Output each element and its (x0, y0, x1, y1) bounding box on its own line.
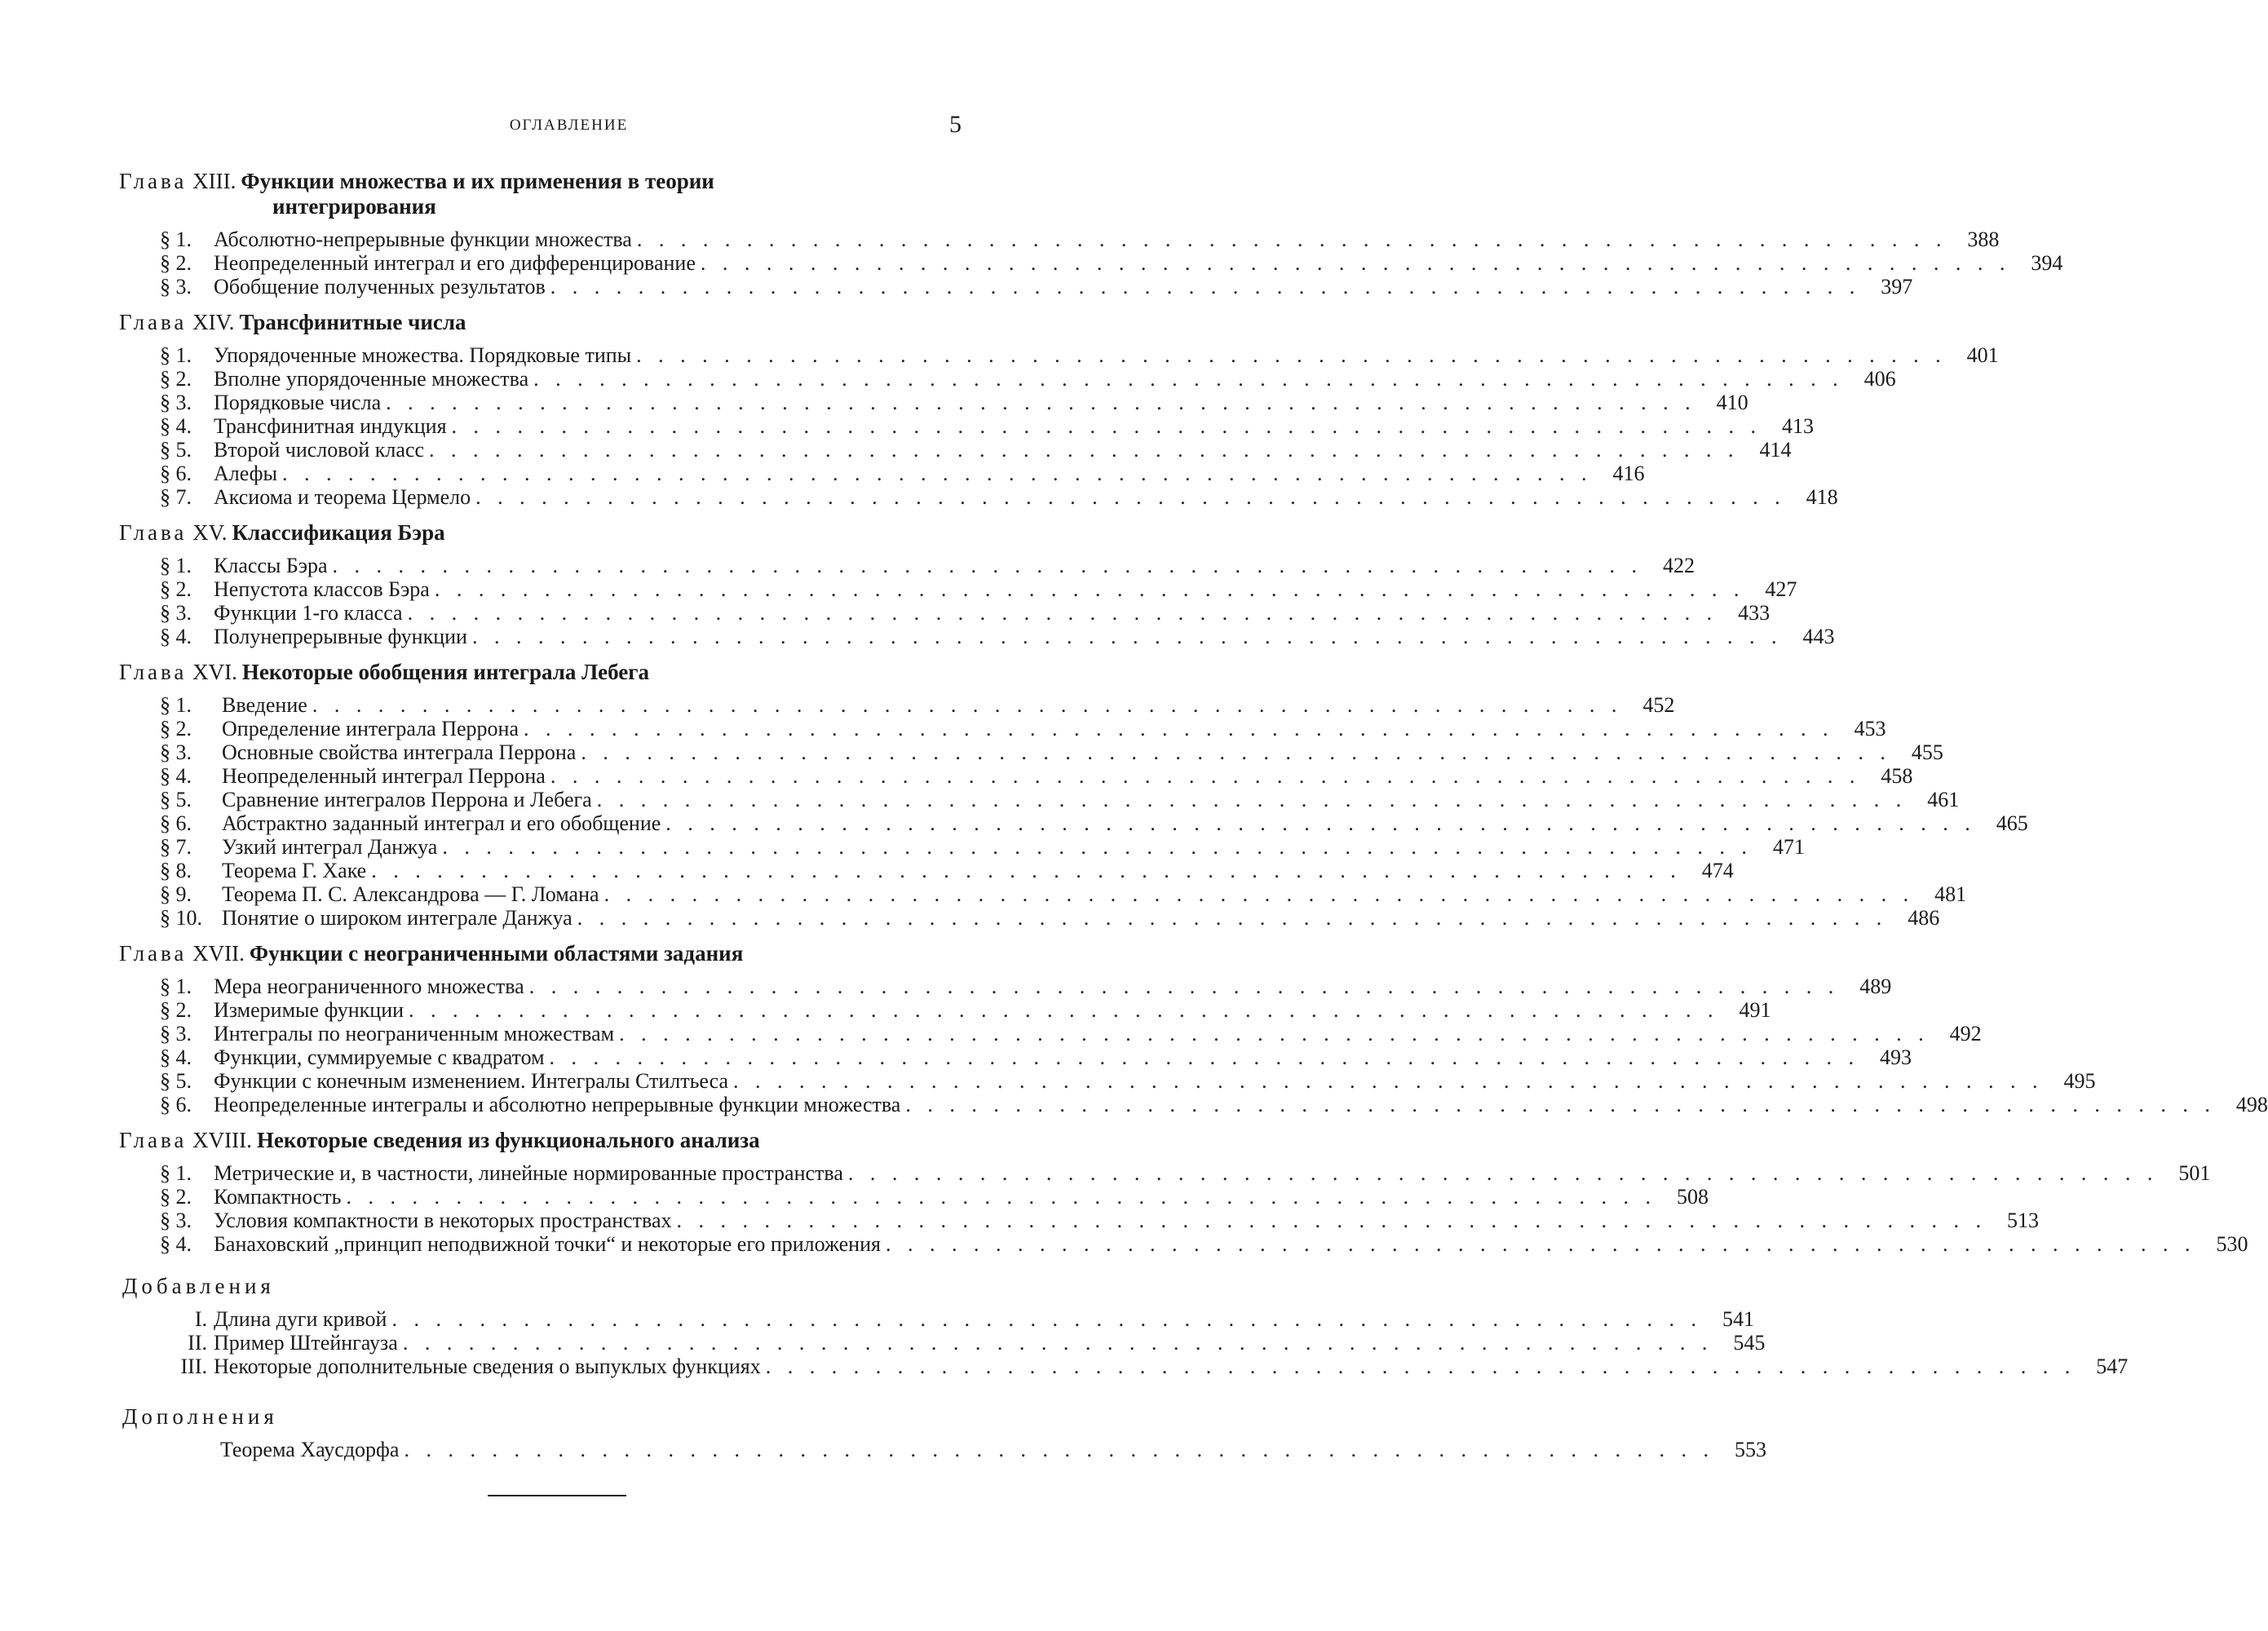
section-title: Аксиома и теорема Цермело (214, 485, 471, 509)
section-number: § 4. (160, 1232, 192, 1256)
section-title: Метрические и, в частности, линейные нормированные пространства (214, 1161, 843, 1185)
leader-dots: . . . . . . . . . . . . . . . . . . . . . . . . . . . . . . . . . . . . . . . . . . . . . . . . . . . . . . . . . . . . (471, 625, 1783, 648)
section-number: § 3. (160, 275, 192, 298)
leader-dots: . . . . . . . . . . . . . . . . . . . . . . . . . . . . . . . . . . . . . . . . . . . . . . . . . . . . . . . . . . . . (577, 906, 1888, 930)
page-ref: 453 (1854, 717, 1886, 740)
leader-dots: . . . . . . . . . . . . . . . . . . . . . . . . . . . . . . . . . . . . . . . . . . . . . . . . . . . . . . . . . . . . (346, 1185, 1656, 1209)
toc-entry[interactable] (160, 228, 2000, 251)
section-number: § 1. (160, 228, 192, 251)
page-ref: 406 (1863, 367, 1896, 391)
page-ref: 443 (1802, 625, 1835, 648)
toc-entry[interactable] (160, 485, 1838, 509)
chapter-title: Функции множества и их применения в теории (241, 169, 714, 193)
chapter-number: XIV. (192, 310, 235, 334)
leader-dots: . . . . . . . . . . . . . . . . . . . . . . . . . . . . . . . . . . . . . . . . . . . . . . . . . . . . . . . . . . . . (402, 1331, 1713, 1355)
section-title: Интегралы по неограниченным множествам (214, 1022, 615, 1045)
page-ref: 471 (1772, 835, 1805, 859)
toc-entry[interactable] (160, 882, 1967, 906)
section-number: § 2. (160, 1185, 192, 1209)
page-ref: 410 (1716, 391, 1749, 414)
toc-entry[interactable] (160, 975, 1892, 998)
toc-entry[interactable] (160, 740, 1943, 764)
page-ref: 433 (1738, 601, 1771, 625)
leader-dots: . . . . . . . . . . . . . . . . . . . . . . . . . . . . . . . . . . . . . . . . . . . . . . . . . . . . . . . . . . . . (434, 577, 1745, 601)
chapter-heading (119, 169, 984, 219)
chapter-heading (119, 941, 984, 966)
page-ref: 414 (1759, 438, 1792, 462)
page-ref: 547 (2096, 1355, 2129, 1378)
section-number: § 5. (160, 1069, 192, 1093)
chapter-heading (119, 310, 984, 335)
page-ref: 401 (1966, 343, 1999, 367)
section-title: Пример Штейнгауза (214, 1331, 398, 1355)
section-number: § 3. (160, 601, 192, 625)
leader-dots: . . . . . . . . . . . . . . . . . . . . . . . . . . . . . . . . . . . . . . . . . . . . . . . . . . . . . . . . . . . . (581, 740, 1891, 764)
page-ref: 413 (1782, 414, 1815, 438)
page-ref: 498 (2235, 1093, 2268, 1116)
toc-entry[interactable] (160, 835, 1805, 859)
toc-entry[interactable] (160, 1161, 2211, 1185)
section-title: Неопределенный интеграл и его дифференцирование (214, 251, 696, 275)
supplement-heading: Дополнения (122, 1404, 278, 1429)
leader-dots: . . . . . . . . . . . . . . . . . . . . . . . . . . . . . . . . . . . . . . . . . . . . . . . . . . . . . . . . . . . . (636, 228, 1947, 251)
toc-entry[interactable] (160, 414, 1815, 438)
section-number: § 7. (160, 835, 192, 859)
section-title: Неопределенный интеграл Перрона (222, 764, 546, 788)
section-number: § 6. (160, 811, 192, 835)
section-title: Алефы (214, 462, 277, 485)
section-number: § 6. (160, 462, 192, 485)
leader-dots: . . . . . . . . . . . . . . . . . . . . . . . . . . . . . . . . . . . . . . . . . . . . . . . . . . . . . . . . . . . . (676, 1209, 1987, 1232)
page-number: 5 (949, 111, 962, 138)
section-number: § 9. (160, 882, 192, 906)
leader-dots: . . . . . . . . . . . . . . . . . . . . . . . . . . . . . . . . . . . . . . . . . . . . . . . . . . . . . . . . . . . . (905, 1093, 2216, 1116)
page-ref: 452 (1642, 693, 1675, 717)
leader-dots: . . . . . . . . . . . . . . . . . . . . . . . . . . . . . . . . . . . . . . . . . . . . . . . . . . . . . . . . . . . . (404, 1438, 1714, 1461)
section-title: Классы Бэра (214, 554, 328, 577)
section-number: § 1. (160, 975, 192, 998)
toc-entry[interactable] (160, 275, 1913, 298)
section-number: § 1. (160, 693, 192, 717)
leader-dots: . . . . . . . . . . . . . . . . . . . . . . . . . . . . . . . . . . . . . . . . . . . . . . . . . . . . . . . . . . . . (603, 882, 1915, 906)
toc-entry[interactable] (160, 788, 1960, 811)
leader-dots: . . . . . . . . . . . . . . . . . . . . . . . . . . . . . . . . . . . . . . . . . . . . . . . . . . . . . . . . . . . . (533, 367, 1844, 391)
toc-entry[interactable] (160, 251, 2063, 275)
leader-dots: . . . . . . . . . . . . . . . . . . . . . . . . . . . . . . . . . . . . . . . . . . . . . . . . . . . . . . . . . . . . (549, 1045, 1860, 1069)
leader-dots: . . . . . . . . . . . . . . . . . . . . . . . . . . . . . . . . . . . . . . . . . . . . . . . . . . . . . . . . . . . . (733, 1069, 2044, 1093)
page-ref: 489 (1859, 975, 1892, 998)
section-title: Абстрактно заданный интеграл и его обобщение (222, 811, 661, 835)
section-number: § 1. (160, 554, 192, 577)
toc-entry[interactable] (160, 998, 1771, 1022)
leader-dots: . . . . . . . . . . . . . . . . . . . . . . . . . . . . . . . . . . . . . . . . . . . . . . . . . . . . . . . . . . . . (332, 554, 1643, 577)
toc-entry[interactable] (160, 1022, 1982, 1045)
page-ref: 486 (1908, 906, 1940, 930)
page-ref: 465 (1996, 811, 2028, 835)
page-ref: 397 (1881, 275, 1913, 298)
section-number: § 3. (160, 1209, 192, 1232)
leader-dots: . . . . . . . . . . . . . . . . . . . . . . . . . . . . . . . . . . . . . . . . . . . . . . . . . . . . . . . . . . . . (528, 975, 1840, 998)
section-number: § 7. (160, 485, 192, 509)
section-title: Сравнение интегралов Перрона и Лебега (222, 788, 592, 811)
leader-dots: . . . . . . . . . . . . . . . . . . . . . . . . . . . . . . . . . . . . . . . . . . . . . . . . . . . . . . . . . . . . (550, 764, 1861, 788)
section-number: § 3. (160, 740, 192, 764)
toc-entry[interactable] (160, 1069, 2096, 1093)
leader-dots: . . . . . . . . . . . . . . . . . . . . . . . . . . . . . . . . . . . . . . . . . . . . . . . . . . . . . . . . . . . . (409, 998, 1719, 1022)
leader-dots: . . . . . . . . . . . . . . . . . . . . . . . . . . . . . . . . . . . . . . . . . . . . . . . . . . . . . . . . . . . . (429, 438, 1740, 462)
toc-entry[interactable] (160, 343, 1999, 367)
page-ref: 458 (1881, 764, 1913, 788)
leader-dots: . . . . . . . . . . . . . . . . . . . . . . . . . . . . . . . . . . . . . . . . . . . . . . . . . . . . . . . . . . . . (847, 1161, 2159, 1185)
page-ref: 474 (1701, 859, 1734, 882)
section-title: Теорема П. С. Александрова — Г. Ломана (222, 882, 599, 906)
section-title: Функции с конечным изменением. Интегралы Стилтьеса (214, 1069, 729, 1093)
leader-dots: . . . . . . . . . . . . . . . . . . . . . . . . . . . . . . . . . . . . . . . . . . . . . . . . . . . . . . . . . . . . (442, 835, 1753, 859)
leader-dots: . . . . . . . . . . . . . . . . . . . . . . . . . . . . . . . . . . . . . . . . . . . . . . . . . . . . . . . . . . . . (475, 485, 1786, 509)
chapter-label: Глава (119, 169, 188, 193)
section-title: Теорема Хаусдорфа (220, 1438, 400, 1461)
toc-entry[interactable] (160, 554, 1695, 577)
section-title: Вполне упорядоченные множества (214, 367, 529, 391)
page-ref: 493 (1880, 1045, 1912, 1069)
section-number: § 3. (160, 1022, 192, 1045)
section-title: Неопределенные интегралы и абсолютно непрерывные функции множества (214, 1093, 901, 1116)
page-ref: 394 (2031, 251, 2063, 275)
toc-entry[interactable] (160, 811, 2028, 835)
section-number: III. (180, 1355, 207, 1378)
leader-dots: . . . . . . . . . . . . . . . . . . . . . . . . . . . . . . . . . . . . . . . . . . . . . . . . . . . . . . . . . . . . (524, 717, 1834, 740)
section-title: Некоторые дополнительные сведения о выпуклых функциях (214, 1355, 761, 1378)
toc-entry[interactable] (160, 462, 1645, 485)
section-title: Порядковые числа (214, 391, 382, 414)
section-title: Полунепрерывные функции (214, 625, 467, 648)
toc-entry[interactable] (220, 1438, 1766, 1461)
page-ref: 553 (1734, 1438, 1766, 1461)
page-ref: 513 (2007, 1209, 2040, 1232)
page-ref: 530 (2216, 1232, 2248, 1256)
leader-dots: . . . . . . . . . . . . . . . . . . . . . . . . . . . . . . . . . . . . . . . . . . . . . . . . . . . . . . . . . . . . (700, 251, 2011, 275)
toc-entry[interactable] (160, 391, 1749, 414)
leader-dots: . . . . . . . . . . . . . . . . . . . . . . . . . . . . . . . . . . . . . . . . . . . . . . . . . . . . . . . . . . . . (550, 275, 1861, 298)
toc-entry[interactable] (160, 1355, 2129, 1378)
leader-dots: . . . . . . . . . . . . . . . . . . . . . . . . . . . . . . . . . . . . . . . . . . . . . . . . . . . . . . . . . . . . (636, 343, 1947, 367)
section-number: § 10. (160, 906, 202, 930)
toc-entry[interactable] (160, 693, 1675, 717)
page-ref: 427 (1765, 577, 1797, 601)
toc-entry[interactable] (160, 906, 1940, 930)
chapter-title: Классификация Бэра (232, 520, 445, 545)
section-title: Определение интеграла Перрона (222, 717, 519, 740)
section-number: § 4. (160, 625, 192, 648)
toc-entry[interactable] (160, 367, 1896, 391)
chapter-heading (119, 660, 984, 685)
page-ref: 492 (1949, 1022, 1982, 1045)
page-ref: 541 (1722, 1307, 1754, 1331)
toc-entry[interactable] (160, 859, 1734, 882)
chapter-number: XVI. (192, 660, 237, 684)
section-title: Трансфинитная индукция (214, 414, 447, 438)
page-ref: 501 (2178, 1161, 2211, 1185)
leader-dots: . . . . . . . . . . . . . . . . . . . . . . . . . . . . . . . . . . . . . . . . . . . . . . . . . . . . . . . . . . . . (619, 1022, 1930, 1045)
page-ref: 495 (2063, 1069, 2096, 1093)
toc-entry[interactable] (160, 601, 1771, 625)
section-number: § 2. (160, 577, 192, 601)
chapter-title: Функции с неограниченными областями задания (249, 941, 744, 966)
leader-dots: . . . . . . . . . . . . . . . . . . . . . . . . . . . . . . . . . . . . . . . . . . . . . . . . . . . . . . . . . . . . (407, 601, 1718, 625)
section-number: I. (194, 1307, 207, 1331)
page-ref: 388 (1967, 228, 2000, 251)
section-title: Введение (222, 693, 307, 717)
running-title: ОГЛАВЛЕНИЕ (509, 117, 629, 134)
section-number: § 5. (160, 438, 192, 462)
leader-dots: . . . . . . . . . . . . . . . . . . . . . . . . . . . . . . . . . . . . . . . . . . . . . . . . . . . . . . . . . . . . (885, 1232, 2196, 1256)
section-number: § 2. (160, 998, 192, 1022)
section-number: § 1. (160, 343, 192, 367)
section-number: § 4. (160, 414, 192, 438)
appendix-heading: Добавления (122, 1274, 275, 1298)
page-ref: 418 (1806, 485, 1838, 509)
section-title: Теорема Г. Хаке (222, 859, 367, 882)
toc-entry[interactable] (160, 625, 1835, 648)
leader-dots: . . . . . . . . . . . . . . . . . . . . . . . . . . . . . . . . . . . . . . . . . . . . . . . . . . . . . . . . . . . . (281, 462, 1593, 485)
section-number: II. (188, 1331, 207, 1355)
leader-dots: . . . . . . . . . . . . . . . . . . . . . . . . . . . . . . . . . . . . . . . . . . . . . . . . . . . . . . . . . . . . (451, 414, 1762, 438)
chapter-label: Глава (119, 520, 188, 545)
page-ref: 416 (1612, 462, 1645, 485)
end-rule (488, 1495, 626, 1496)
section-number: § 1. (160, 1161, 192, 1185)
section-title: Непустота классов Бэра (214, 577, 430, 601)
leader-dots: . . . . . . . . . . . . . . . . . . . . . . . . . . . . . . . . . . . . . . . . . . . . . . . . . . . . . . . . . . . . (391, 1307, 1702, 1331)
chapter-number: XVII. (192, 941, 245, 966)
page-ref: 508 (1676, 1185, 1709, 1209)
section-title: Длина дуги кривой (214, 1307, 387, 1331)
section-title: Основные свойства интеграла Перрона (222, 740, 577, 764)
leader-dots: . . . . . . . . . . . . . . . . . . . . . . . . . . . . . . . . . . . . . . . . . . . . . . . . . . . . . . . . . . . . (665, 811, 1976, 835)
leader-dots: . . . . . . . . . . . . . . . . . . . . . . . . . . . . . . . . . . . . . . . . . . . . . . . . . . . . . . . . . . . . (312, 693, 1623, 717)
section-number: § 2. (160, 367, 192, 391)
section-title: Компактность (214, 1185, 342, 1209)
leader-dots: . . . . . . . . . . . . . . . . . . . . . . . . . . . . . . . . . . . . . . . . . . . . . . . . . . . . . . . . . . . . (371, 859, 1682, 882)
table-of-contents (0, 169, 2268, 1461)
page-ref: 461 (1927, 788, 1960, 811)
leader-dots: . . . . . . . . . . . . . . . . . . . . . . . . . . . . . . . . . . . . . . . . . . . . . . . . . . . . . . . . . . . . (386, 391, 1696, 414)
page-ref: 481 (1934, 882, 1967, 906)
chapter-heading (119, 520, 984, 546)
chapter-title: Трансфинитные числа (239, 310, 466, 334)
section-title: Понятие о широком интеграле Данжуа (222, 906, 573, 930)
page-ref: 422 (1663, 554, 1695, 577)
toc-entry[interactable] (160, 1185, 1709, 1209)
toc-entry[interactable] (160, 577, 1797, 601)
section-title: Измеримые функции (214, 998, 405, 1022)
chapter-heading (119, 1128, 984, 1153)
toc-entry[interactable] (160, 1045, 1912, 1069)
chapter-number: XIII. (192, 169, 237, 193)
section-number: § 3. (160, 391, 192, 414)
toc-entry[interactable] (160, 1093, 2268, 1116)
section-title: Функции 1-го класса (214, 601, 403, 625)
chapter-label: Глава (119, 1128, 188, 1152)
section-number: § 2. (160, 717, 192, 740)
section-title: Обобщение полученных результатов (214, 275, 546, 298)
section-title: Функции, суммируемые с квадратом (214, 1045, 545, 1069)
section-title: Банаховский „принцип неподвижной точки“ и некоторые его приложения (214, 1232, 881, 1256)
page-ref: 545 (1733, 1331, 1766, 1355)
section-number: § 4. (160, 1045, 192, 1069)
chapter-title: Некоторые сведения из функционального анализа (256, 1128, 760, 1152)
page-ref: 455 (1911, 740, 1943, 764)
section-number: § 4. (160, 764, 192, 788)
section-title: Узкий интеграл Данжуа (222, 835, 438, 859)
section-title: Упорядоченные множества. Порядковые типы (214, 343, 632, 367)
chapter-label: Глава (119, 310, 188, 334)
section-number: § 2. (160, 251, 192, 275)
toc-entry[interactable] (160, 1232, 2248, 1256)
toc-entry[interactable] (160, 764, 1913, 788)
page-ref: 491 (1739, 998, 1771, 1022)
toc-entry[interactable] (160, 1209, 2040, 1232)
leader-dots: . . . . . . . . . . . . . . . . . . . . . . . . . . . . . . . . . . . . . . . . . . . . . . . . . . . . . . . . . . . . (765, 1355, 2076, 1378)
toc-entry[interactable] (160, 1307, 1754, 1331)
chapter-number: XV. (192, 520, 228, 545)
toc-entry[interactable] (160, 717, 1886, 740)
toc-entry[interactable] (160, 438, 1792, 462)
section-title: Условия компактности в некоторых пространствах (214, 1209, 672, 1232)
section-title: Второй числовой класс (214, 438, 425, 462)
chapter-label: Глава (119, 941, 188, 966)
leader-dots: . . . . . . . . . . . . . . . . . . . . . . . . . . . . . . . . . . . . . . . . . . . . . . . . . . . . . . . . . . . . (596, 788, 1908, 811)
section-number: § 5. (160, 788, 192, 811)
section-title: Мера неограниченного множества (214, 975, 524, 998)
toc-entry[interactable] (160, 1331, 1766, 1355)
section-number: § 6. (160, 1093, 192, 1116)
chapter-number: XVIII. (192, 1128, 252, 1152)
chapter-label: Глава (119, 660, 188, 684)
section-number: § 8. (160, 859, 192, 882)
section-title: Абсолютно-непрерывные функции множества (214, 228, 632, 251)
chapter-title: Некоторые обобщения интеграла Лебега (241, 660, 649, 684)
chapter-title-cont: интегрирования (272, 194, 436, 219)
